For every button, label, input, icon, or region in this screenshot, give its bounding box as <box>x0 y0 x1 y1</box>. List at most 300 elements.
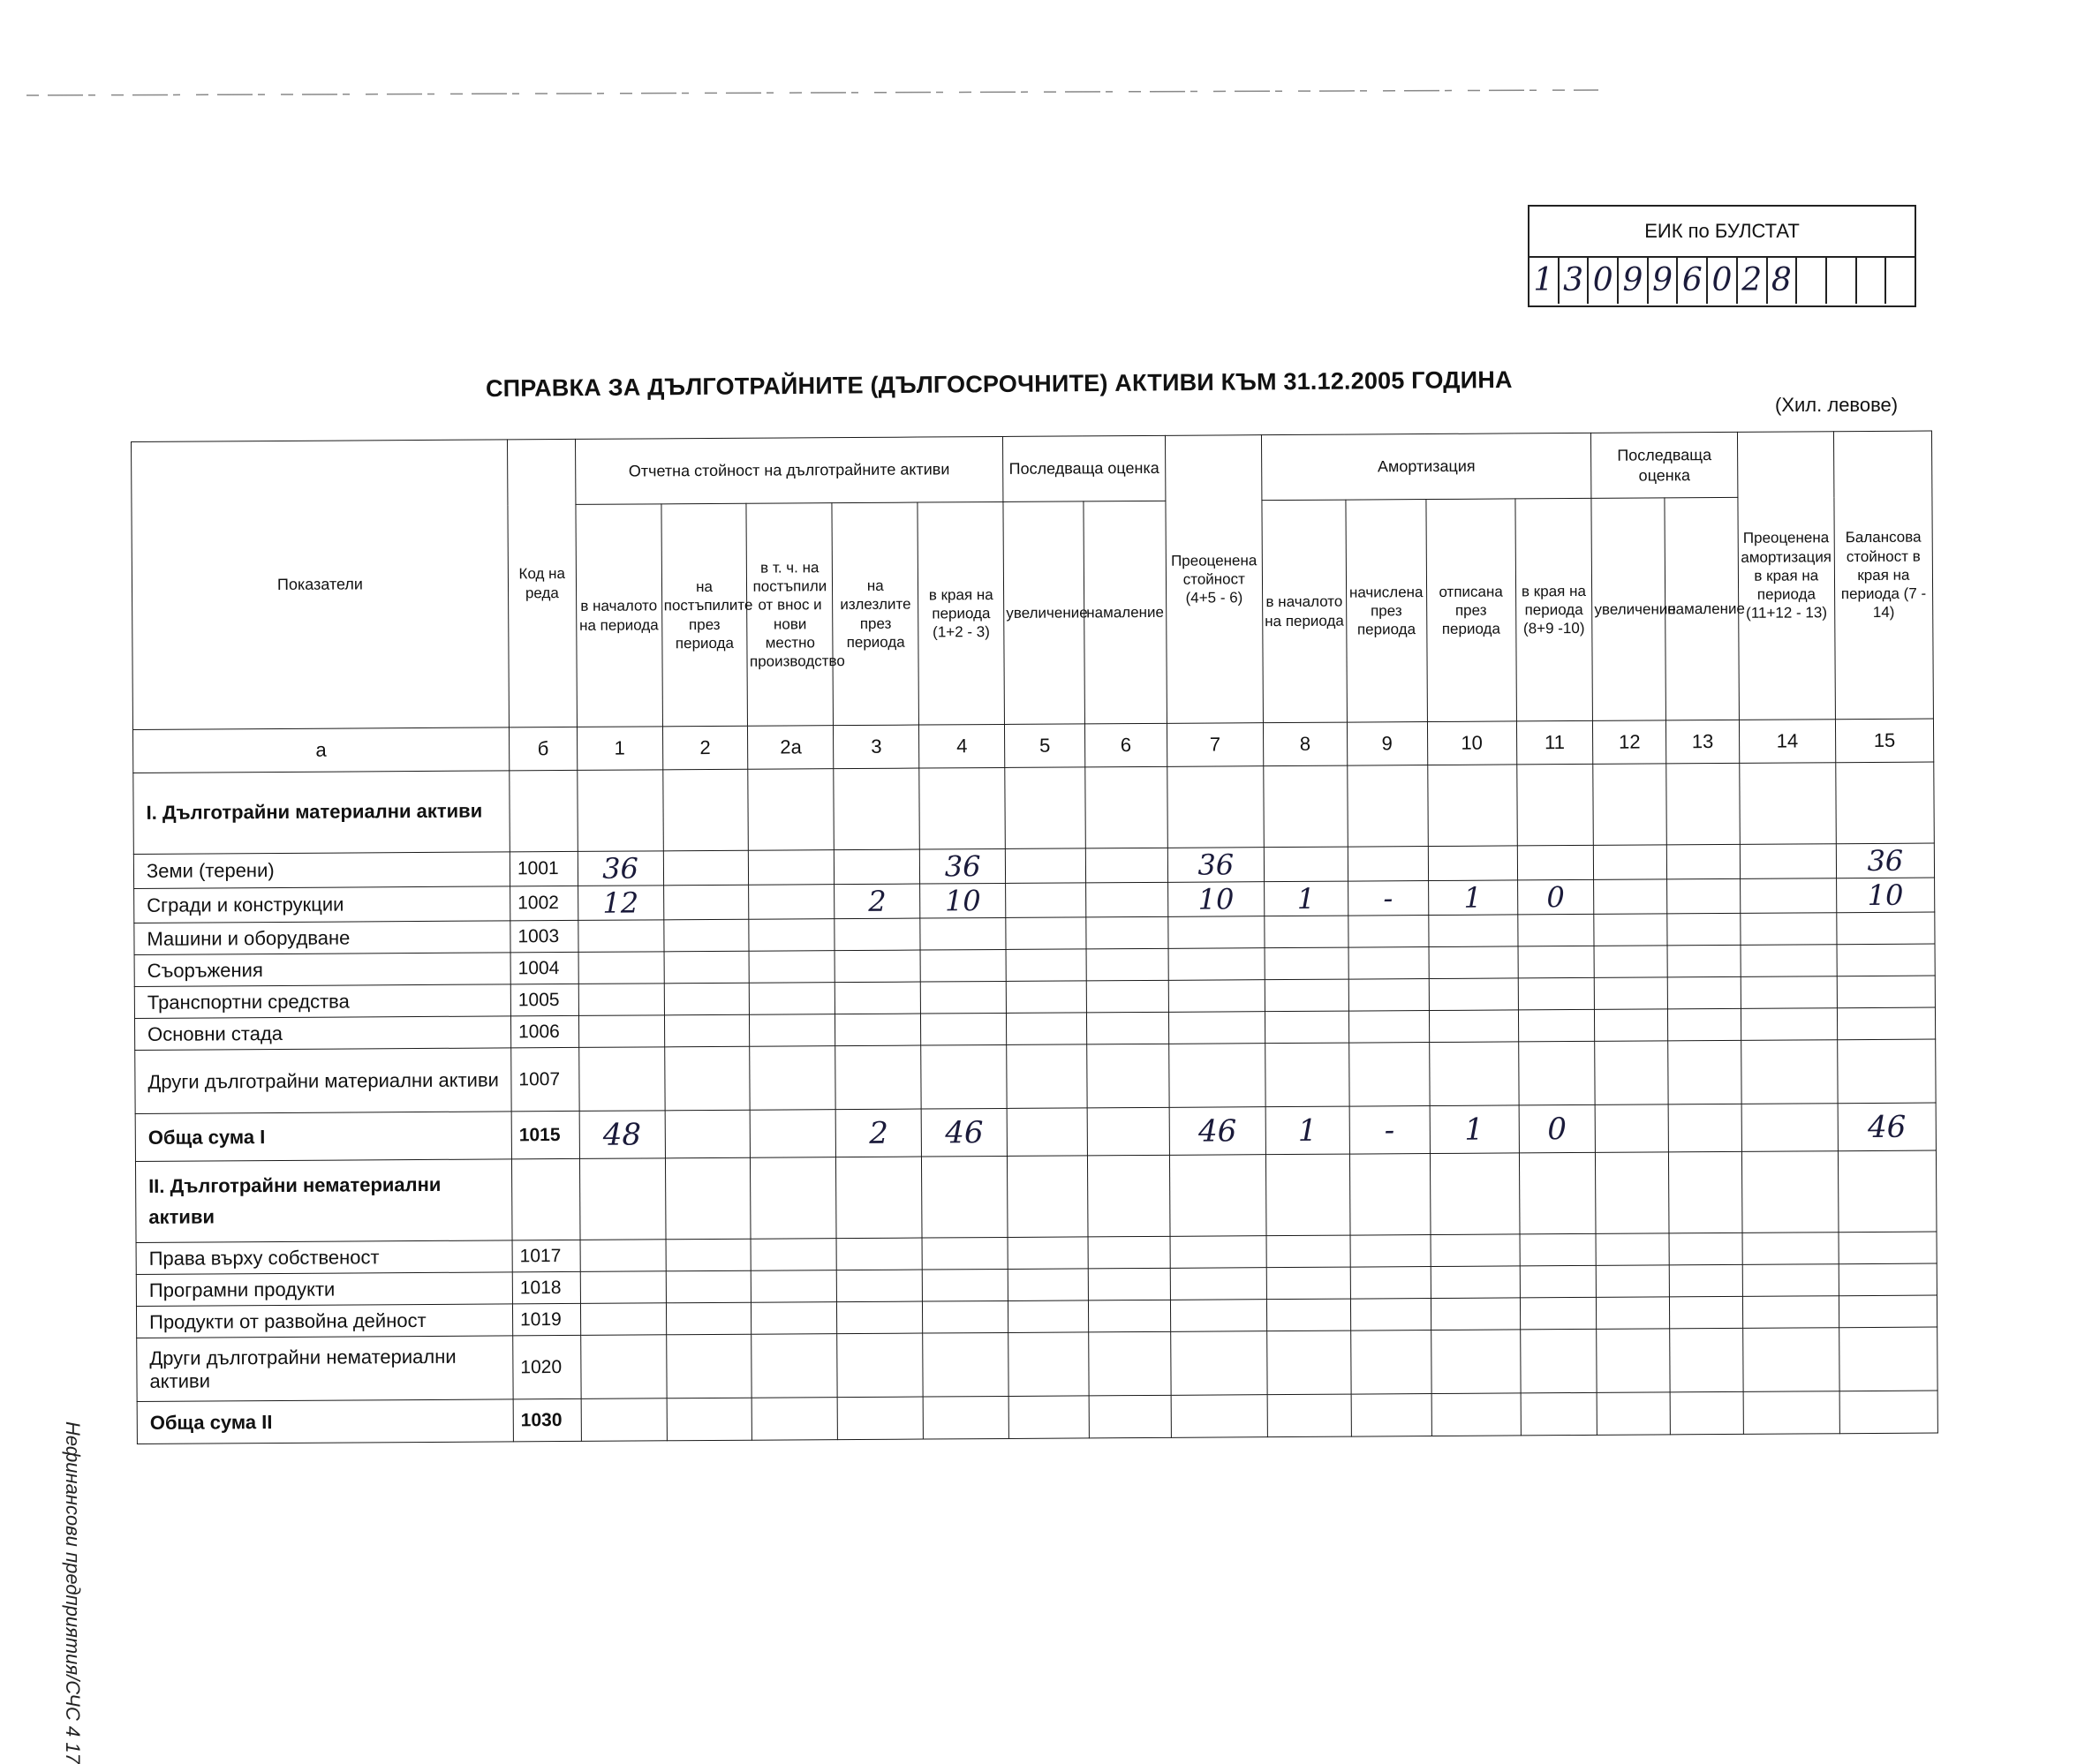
section-title: I. Дълготрайни материални активи <box>133 771 510 855</box>
value-cell[interactable] <box>1596 1233 1669 1266</box>
value-cell[interactable] <box>1594 914 1667 946</box>
column-number: 2а <box>748 726 834 770</box>
column-number: 10 <box>1427 721 1516 765</box>
column-number: 5 <box>1005 724 1085 768</box>
header-col-12: увеличение <box>1591 498 1665 721</box>
value-cell[interactable]: 10 <box>1167 882 1264 917</box>
empty-cell <box>1666 763 1740 845</box>
row-code: 1003 <box>510 920 578 952</box>
column-number: 11 <box>1516 720 1593 765</box>
value-cell[interactable] <box>1597 1392 1670 1436</box>
column-number: б <box>509 727 577 770</box>
row-code: 1002 <box>510 886 578 920</box>
header-revaluated-amortization: Преоценена амортизация в края на периода (11+12 - 13) <box>1737 432 1835 720</box>
eik-label: ЕИК по БУЛСТАТ <box>1529 207 1915 258</box>
value-cell[interactable] <box>837 1397 923 1440</box>
value-cell[interactable]: 46 <box>1169 1107 1265 1156</box>
value-cell[interactable] <box>1171 1395 1267 1438</box>
value-cell[interactable] <box>1007 1108 1087 1157</box>
value-cell[interactable]: 36 <box>1167 848 1264 883</box>
row-label: Програмни продукти <box>136 1272 512 1307</box>
row-label: Продукти от развойна дейност <box>136 1304 512 1338</box>
value-cell[interactable]: 10 <box>920 883 1006 918</box>
value-cell[interactable] <box>1006 949 1086 982</box>
empty-cell <box>1008 1156 1088 1238</box>
value-cell[interactable]: 10 <box>1836 878 1934 913</box>
value-cell[interactable] <box>1171 1331 1267 1396</box>
value-cell[interactable] <box>1351 1394 1431 1437</box>
value-cell[interactable] <box>1837 944 1935 976</box>
eik-digit: 0 <box>1708 258 1738 304</box>
value-cell[interactable] <box>1837 976 1935 1008</box>
value-cell[interactable] <box>920 917 1006 950</box>
column-number: 1 <box>577 727 662 771</box>
value-cell[interactable] <box>1264 847 1348 882</box>
value-cell[interactable] <box>835 982 921 1014</box>
value-cell[interactable] <box>1594 845 1667 880</box>
value-cell[interactable] <box>1348 847 1428 882</box>
empty-cell <box>511 1158 579 1240</box>
empty-cell <box>1838 1150 1937 1233</box>
value-cell[interactable] <box>751 1270 837 1303</box>
value-cell[interactable] <box>1520 1233 1597 1266</box>
value-cell[interactable] <box>1518 1009 1595 1042</box>
empty-cell <box>510 770 578 851</box>
value-cell[interactable] <box>578 952 664 984</box>
value-cell[interactable] <box>1266 1235 1350 1268</box>
header-col-13: намаление <box>1665 497 1739 720</box>
value-cell[interactable] <box>666 1302 751 1335</box>
value-cell[interactable] <box>1837 912 1935 945</box>
value-cell[interactable] <box>663 919 749 952</box>
row-label: Обща сума I <box>135 1112 511 1162</box>
empty-cell <box>1519 1152 1596 1234</box>
value-cell[interactable] <box>1520 1297 1597 1330</box>
value-cell[interactable] <box>666 1239 751 1271</box>
value-cell[interactable] <box>750 983 835 1015</box>
header-indicators: Показатели <box>132 440 510 730</box>
value-cell[interactable] <box>1088 1300 1170 1332</box>
value-cell[interactable] <box>1669 1264 1742 1297</box>
eik-digit <box>1797 258 1827 304</box>
value-cell[interactable] <box>923 1332 1008 1397</box>
value-cell[interactable] <box>1170 1268 1266 1300</box>
value-cell[interactable] <box>1740 844 1836 879</box>
value-cell[interactable] <box>1265 947 1348 980</box>
row-label: Други дълготрайни материални активи <box>135 1048 511 1114</box>
value-cell[interactable] <box>1667 878 1741 914</box>
value-cell[interactable] <box>1428 915 1517 947</box>
value-cell[interactable] <box>1837 1007 1935 1040</box>
value-cell[interactable] <box>1743 1391 1839 1435</box>
value-cell[interactable] <box>1086 1012 1168 1044</box>
value-cell[interactable] <box>1595 977 1668 1010</box>
value-cell[interactable]: 0 <box>1517 879 1594 915</box>
row-label: Сгради и конструкции <box>134 886 510 923</box>
value-cell[interactable] <box>1521 1392 1597 1436</box>
value-cell[interactable] <box>1170 1236 1266 1269</box>
value-cell[interactable] <box>580 1303 666 1336</box>
value-cell[interactable] <box>1431 1266 1520 1299</box>
value-cell[interactable] <box>1740 878 1836 914</box>
value-cell[interactable] <box>1741 913 1837 946</box>
value-cell[interactable] <box>920 949 1006 982</box>
value-cell[interactable] <box>1520 1265 1597 1298</box>
value-cell[interactable] <box>1088 1236 1170 1269</box>
value-cell[interactable] <box>1742 1264 1839 1297</box>
value-cell[interactable]: 2 <box>835 1109 921 1157</box>
value-cell[interactable] <box>1267 1394 1351 1437</box>
header-col-2: на постъпилите през периода <box>661 503 748 727</box>
header-revaluated-value: Преоценена стойност (4+5 - 6) <box>1165 435 1263 724</box>
value-cell[interactable] <box>921 1044 1007 1109</box>
value-cell[interactable] <box>1839 1391 1937 1434</box>
value-cell[interactable] <box>751 1302 837 1335</box>
value-cell[interactable] <box>1594 946 1667 978</box>
value-cell[interactable] <box>749 885 835 920</box>
value-cell[interactable] <box>922 1237 1008 1270</box>
value-cell[interactable] <box>1518 1041 1595 1105</box>
empty-cell <box>1087 1155 1169 1237</box>
value-cell[interactable] <box>1429 1010 1518 1043</box>
value-cell[interactable] <box>1838 1039 1937 1104</box>
value-cell[interactable] <box>751 1334 837 1398</box>
value-cell[interactable] <box>835 1014 921 1046</box>
units-label: (Хил. левове) <box>1775 394 1899 416</box>
value-cell[interactable] <box>1267 1331 1351 1395</box>
empty-cell <box>1740 763 1837 845</box>
value-cell[interactable]: 2 <box>835 884 920 919</box>
value-cell[interactable] <box>578 1047 664 1112</box>
value-cell[interactable] <box>1266 1267 1350 1300</box>
value-cell[interactable] <box>1428 846 1517 881</box>
value-cell[interactable] <box>836 1238 922 1270</box>
column-number: 6 <box>1084 723 1167 767</box>
value-cell[interactable] <box>1518 977 1595 1010</box>
column-number: 14 <box>1739 720 1835 764</box>
value-cell[interactable] <box>1517 845 1594 880</box>
value-cell[interactable]: 1 <box>1264 881 1348 916</box>
eik-digit <box>1827 258 1857 304</box>
value-cell[interactable] <box>1518 946 1595 978</box>
value-cell[interactable] <box>1667 976 1741 1009</box>
value-cell[interactable] <box>1087 1107 1169 1156</box>
value-cell[interactable] <box>1431 1298 1520 1331</box>
empty-cell <box>579 1158 665 1240</box>
empty-cell <box>1167 766 1265 848</box>
value-cell[interactable] <box>1517 914 1594 946</box>
row-label: Обща сума II <box>137 1399 513 1444</box>
value-cell[interactable] <box>1741 945 1837 977</box>
value-cell[interactable]: 46 <box>1838 1103 1936 1151</box>
value-cell[interactable] <box>1265 916 1348 948</box>
value-cell[interactable] <box>581 1398 667 1442</box>
row-code: 1007 <box>511 1047 579 1111</box>
value-cell[interactable] <box>665 1110 751 1158</box>
eik-digit: 2 <box>1738 258 1768 304</box>
value-cell[interactable] <box>1595 1104 1668 1153</box>
value-cell[interactable] <box>1597 1297 1670 1330</box>
eik-digit <box>1857 258 1887 304</box>
value-cell[interactable] <box>1742 1233 1839 1265</box>
table-row <box>135 1039 1936 1113</box>
row-code: 1006 <box>510 1015 578 1047</box>
value-cell[interactable] <box>664 951 750 984</box>
value-cell[interactable] <box>1265 1043 1349 1107</box>
empty-cell <box>748 769 834 851</box>
column-number: 9 <box>1347 722 1427 766</box>
value-cell[interactable] <box>1089 1395 1171 1438</box>
value-cell[interactable] <box>751 1110 836 1158</box>
header-col-2a: в т. ч. на постъпили от внос и нови местно производство <box>746 503 833 727</box>
header-subsequent-valuation-2: Последваща оценка <box>1591 432 1738 498</box>
row-code: 1030 <box>513 1398 581 1441</box>
eik-digit: 1 <box>1529 258 1560 304</box>
value-cell[interactable] <box>1839 1263 1937 1296</box>
empty-cell <box>1265 1154 1349 1236</box>
header-col-1: в началото на периода <box>576 504 662 727</box>
value-cell[interactable] <box>837 1270 923 1302</box>
value-cell[interactable]: 36 <box>578 851 663 886</box>
value-cell[interactable] <box>923 1396 1008 1439</box>
header-col-5: увеличение <box>1003 501 1084 725</box>
row-code: 1001 <box>510 851 578 886</box>
value-cell[interactable]: 1 <box>1265 1106 1349 1155</box>
value-cell[interactable] <box>1168 948 1265 981</box>
header-col-4: в края на периода (1+2 - 3) <box>918 501 1004 725</box>
value-cell[interactable] <box>835 918 920 951</box>
header-col-11: в края на периода (8+9 -10) <box>1514 498 1592 721</box>
value-cell[interactable] <box>1741 1104 1838 1152</box>
value-cell[interactable] <box>750 1014 835 1047</box>
value-cell[interactable]: - <box>1348 881 1428 916</box>
value-cell[interactable] <box>1086 882 1168 917</box>
row-label: Машини и оборудване <box>134 921 510 955</box>
value-cell[interactable] <box>1741 1008 1837 1041</box>
value-cell[interactable] <box>1742 1296 1839 1329</box>
value-cell[interactable] <box>580 1240 666 1272</box>
value-cell[interactable] <box>664 1046 750 1111</box>
value-cell[interactable] <box>1431 1234 1520 1267</box>
header-col-6: намаление <box>1084 501 1167 724</box>
column-number: а <box>132 727 509 773</box>
value-cell[interactable] <box>1006 883 1086 918</box>
empty-cell <box>1516 764 1593 846</box>
value-cell[interactable] <box>922 1269 1008 1301</box>
empty-cell <box>1427 765 1516 847</box>
header-code: Код на реда <box>507 439 577 727</box>
value-cell[interactable] <box>1348 947 1429 980</box>
row-code: 1005 <box>510 984 578 1015</box>
assets-table-wrapper <box>131 431 1938 1434</box>
value-cell[interactable] <box>1348 916 1429 948</box>
value-cell[interactable] <box>835 849 920 885</box>
header-balance-value: Балансова стойност в края на периода (7 - 14) <box>1833 431 1933 720</box>
header-subsequent-valuation-1: Последваща оценка <box>1003 435 1166 501</box>
value-cell[interactable] <box>1670 1391 1743 1435</box>
value-cell[interactable] <box>1670 1296 1743 1329</box>
value-cell[interactable] <box>664 983 750 1015</box>
value-cell[interactable] <box>1668 1040 1741 1104</box>
value-cell[interactable] <box>666 1334 751 1398</box>
value-cell[interactable] <box>749 951 835 984</box>
value-cell[interactable] <box>837 1301 923 1334</box>
section-title: II. Дълготрайни нематериални активи <box>135 1159 512 1243</box>
empty-cell <box>1169 1155 1266 1237</box>
value-cell[interactable] <box>1839 1232 1937 1264</box>
value-cell[interactable] <box>1005 848 1085 884</box>
value-cell[interactable] <box>1350 1299 1431 1331</box>
value-cell[interactable] <box>1168 980 1265 1013</box>
value-cell[interactable] <box>578 1015 664 1048</box>
value-cell[interactable] <box>580 1271 666 1304</box>
value-cell[interactable] <box>1597 1265 1670 1298</box>
value-cell[interactable] <box>578 984 664 1016</box>
row-label: Съоръжения <box>134 953 510 987</box>
value-cell[interactable] <box>752 1398 838 1441</box>
value-cell[interactable] <box>749 919 835 952</box>
value-cell[interactable] <box>1006 981 1086 1014</box>
value-cell[interactable]: 0 <box>1519 1104 1596 1153</box>
value-cell[interactable] <box>1265 979 1348 1012</box>
value-cell[interactable] <box>580 1335 666 1399</box>
value-cell[interactable] <box>749 850 835 886</box>
value-cell[interactable]: 46 <box>921 1108 1007 1157</box>
eik-digit: 8 <box>1768 258 1798 304</box>
value-cell[interactable] <box>1667 945 1741 977</box>
form-side-label: Нефинансови предприятия/СЧС 4 17 <box>62 1421 84 1764</box>
value-cell[interactable] <box>1008 1396 1089 1439</box>
empty-cell <box>834 768 919 850</box>
empty-cell <box>751 1157 836 1240</box>
empty-cell <box>919 767 1005 849</box>
value-cell[interactable] <box>920 981 1006 1014</box>
value-cell[interactable] <box>1169 1044 1265 1108</box>
value-cell[interactable] <box>663 850 749 886</box>
value-cell[interactable] <box>835 950 920 983</box>
value-cell[interactable] <box>1168 916 1265 949</box>
value-cell[interactable] <box>1741 976 1837 1009</box>
empty-cell <box>665 1157 751 1240</box>
value-cell[interactable] <box>1008 1300 1089 1333</box>
empty-cell <box>1349 1154 1430 1236</box>
value-cell[interactable] <box>1670 1328 1743 1392</box>
table-row <box>137 1327 1937 1401</box>
value-cell[interactable] <box>1741 1040 1838 1104</box>
value-cell[interactable] <box>1087 1044 1169 1108</box>
value-cell[interactable] <box>1007 1044 1087 1109</box>
value-cell[interactable]: 48 <box>579 1111 665 1159</box>
value-cell[interactable] <box>1266 1299 1350 1331</box>
value-cell[interactable]: 12 <box>578 886 663 921</box>
value-cell[interactable] <box>1348 979 1429 1012</box>
value-cell[interactable]: 1 <box>1430 1105 1519 1154</box>
value-cell[interactable] <box>1006 917 1086 950</box>
value-cell[interactable] <box>1431 1330 1520 1394</box>
row-label: Права върху собственост <box>136 1240 512 1275</box>
value-cell[interactable] <box>1350 1267 1431 1300</box>
value-cell[interactable] <box>1429 978 1518 1011</box>
assets-table <box>131 431 1938 1444</box>
value-cell[interactable] <box>1008 1237 1088 1270</box>
value-cell[interactable] <box>1666 844 1740 879</box>
value-cell[interactable] <box>1008 1269 1088 1301</box>
value-cell[interactable] <box>1265 1011 1348 1044</box>
value-cell[interactable] <box>1668 1104 1741 1152</box>
value-cell[interactable]: 1 <box>1428 880 1517 916</box>
row-label: Други дълготрайни нематериални активи <box>137 1336 513 1402</box>
column-number: 7 <box>1167 723 1263 767</box>
value-cell[interactable] <box>1086 916 1168 949</box>
value-cell[interactable] <box>835 1045 921 1110</box>
value-cell[interactable] <box>1742 1328 1839 1392</box>
value-cell[interactable] <box>1348 1011 1429 1044</box>
value-cell[interactable] <box>1350 1235 1431 1268</box>
column-number: 13 <box>1666 720 1740 764</box>
empty-cell <box>577 770 662 852</box>
value-cell[interactable] <box>667 1398 752 1441</box>
value-cell[interactable] <box>1839 1327 1938 1391</box>
column-number: 3 <box>834 725 919 769</box>
page-title: СПРАВКА ЗА ДЪЛГОТРАЙНИТЕ (ДЪЛГОСРОЧНИТЕ) АКТИВИ КЪМ 31.12.2005 ГОДИНА <box>485 366 1513 403</box>
value-cell[interactable] <box>1170 1300 1266 1332</box>
header-col-8: в началото на периода <box>1262 500 1347 723</box>
empty-cell <box>1593 764 1666 846</box>
value-cell[interactable] <box>1597 1329 1670 1393</box>
value-cell[interactable] <box>1431 1393 1521 1436</box>
value-cell[interactable] <box>663 885 749 920</box>
value-cell[interactable]: 36 <box>1836 843 1934 878</box>
value-cell[interactable] <box>666 1270 751 1303</box>
value-cell[interactable] <box>1086 980 1168 1013</box>
value-cell[interactable] <box>1168 1012 1265 1044</box>
value-cell[interactable] <box>1595 1041 1668 1105</box>
value-cell[interactable] <box>1007 1013 1087 1045</box>
value-cell[interactable] <box>1520 1329 1597 1393</box>
value-cell[interactable] <box>1085 848 1167 883</box>
value-cell[interactable] <box>750 1046 835 1111</box>
value-cell[interactable] <box>1008 1332 1089 1397</box>
value-cell[interactable] <box>837 1333 923 1398</box>
value-cell[interactable] <box>1086 948 1168 981</box>
value-cell[interactable] <box>751 1239 836 1271</box>
value-cell[interactable] <box>1089 1331 1171 1396</box>
value-cell[interactable] <box>664 1014 750 1047</box>
value-cell[interactable] <box>1595 1009 1668 1042</box>
value-cell[interactable]: 36 <box>920 848 1006 884</box>
value-cell[interactable] <box>1594 879 1667 915</box>
value-cell[interactable] <box>1669 1233 1742 1265</box>
value-cell[interactable]: - <box>1349 1106 1430 1155</box>
value-cell[interactable] <box>578 920 663 953</box>
value-cell[interactable] <box>921 1013 1007 1045</box>
value-cell[interactable] <box>1429 946 1518 979</box>
value-cell[interactable] <box>1668 1008 1741 1041</box>
empty-cell <box>1430 1153 1519 1235</box>
empty-cell <box>836 1157 922 1239</box>
value-cell[interactable] <box>1348 1043 1429 1107</box>
value-cell[interactable] <box>923 1300 1008 1333</box>
empty-cell <box>1741 1151 1839 1233</box>
value-cell[interactable] <box>1088 1268 1170 1300</box>
value-cell[interactable] <box>1667 913 1741 946</box>
value-cell[interactable] <box>1429 1042 1518 1106</box>
row-label: Основни стада <box>134 1016 510 1051</box>
row-code: 1019 <box>512 1303 580 1335</box>
value-cell[interactable] <box>1350 1331 1431 1395</box>
empty-cell <box>1347 765 1427 848</box>
value-cell[interactable] <box>1839 1295 1937 1328</box>
